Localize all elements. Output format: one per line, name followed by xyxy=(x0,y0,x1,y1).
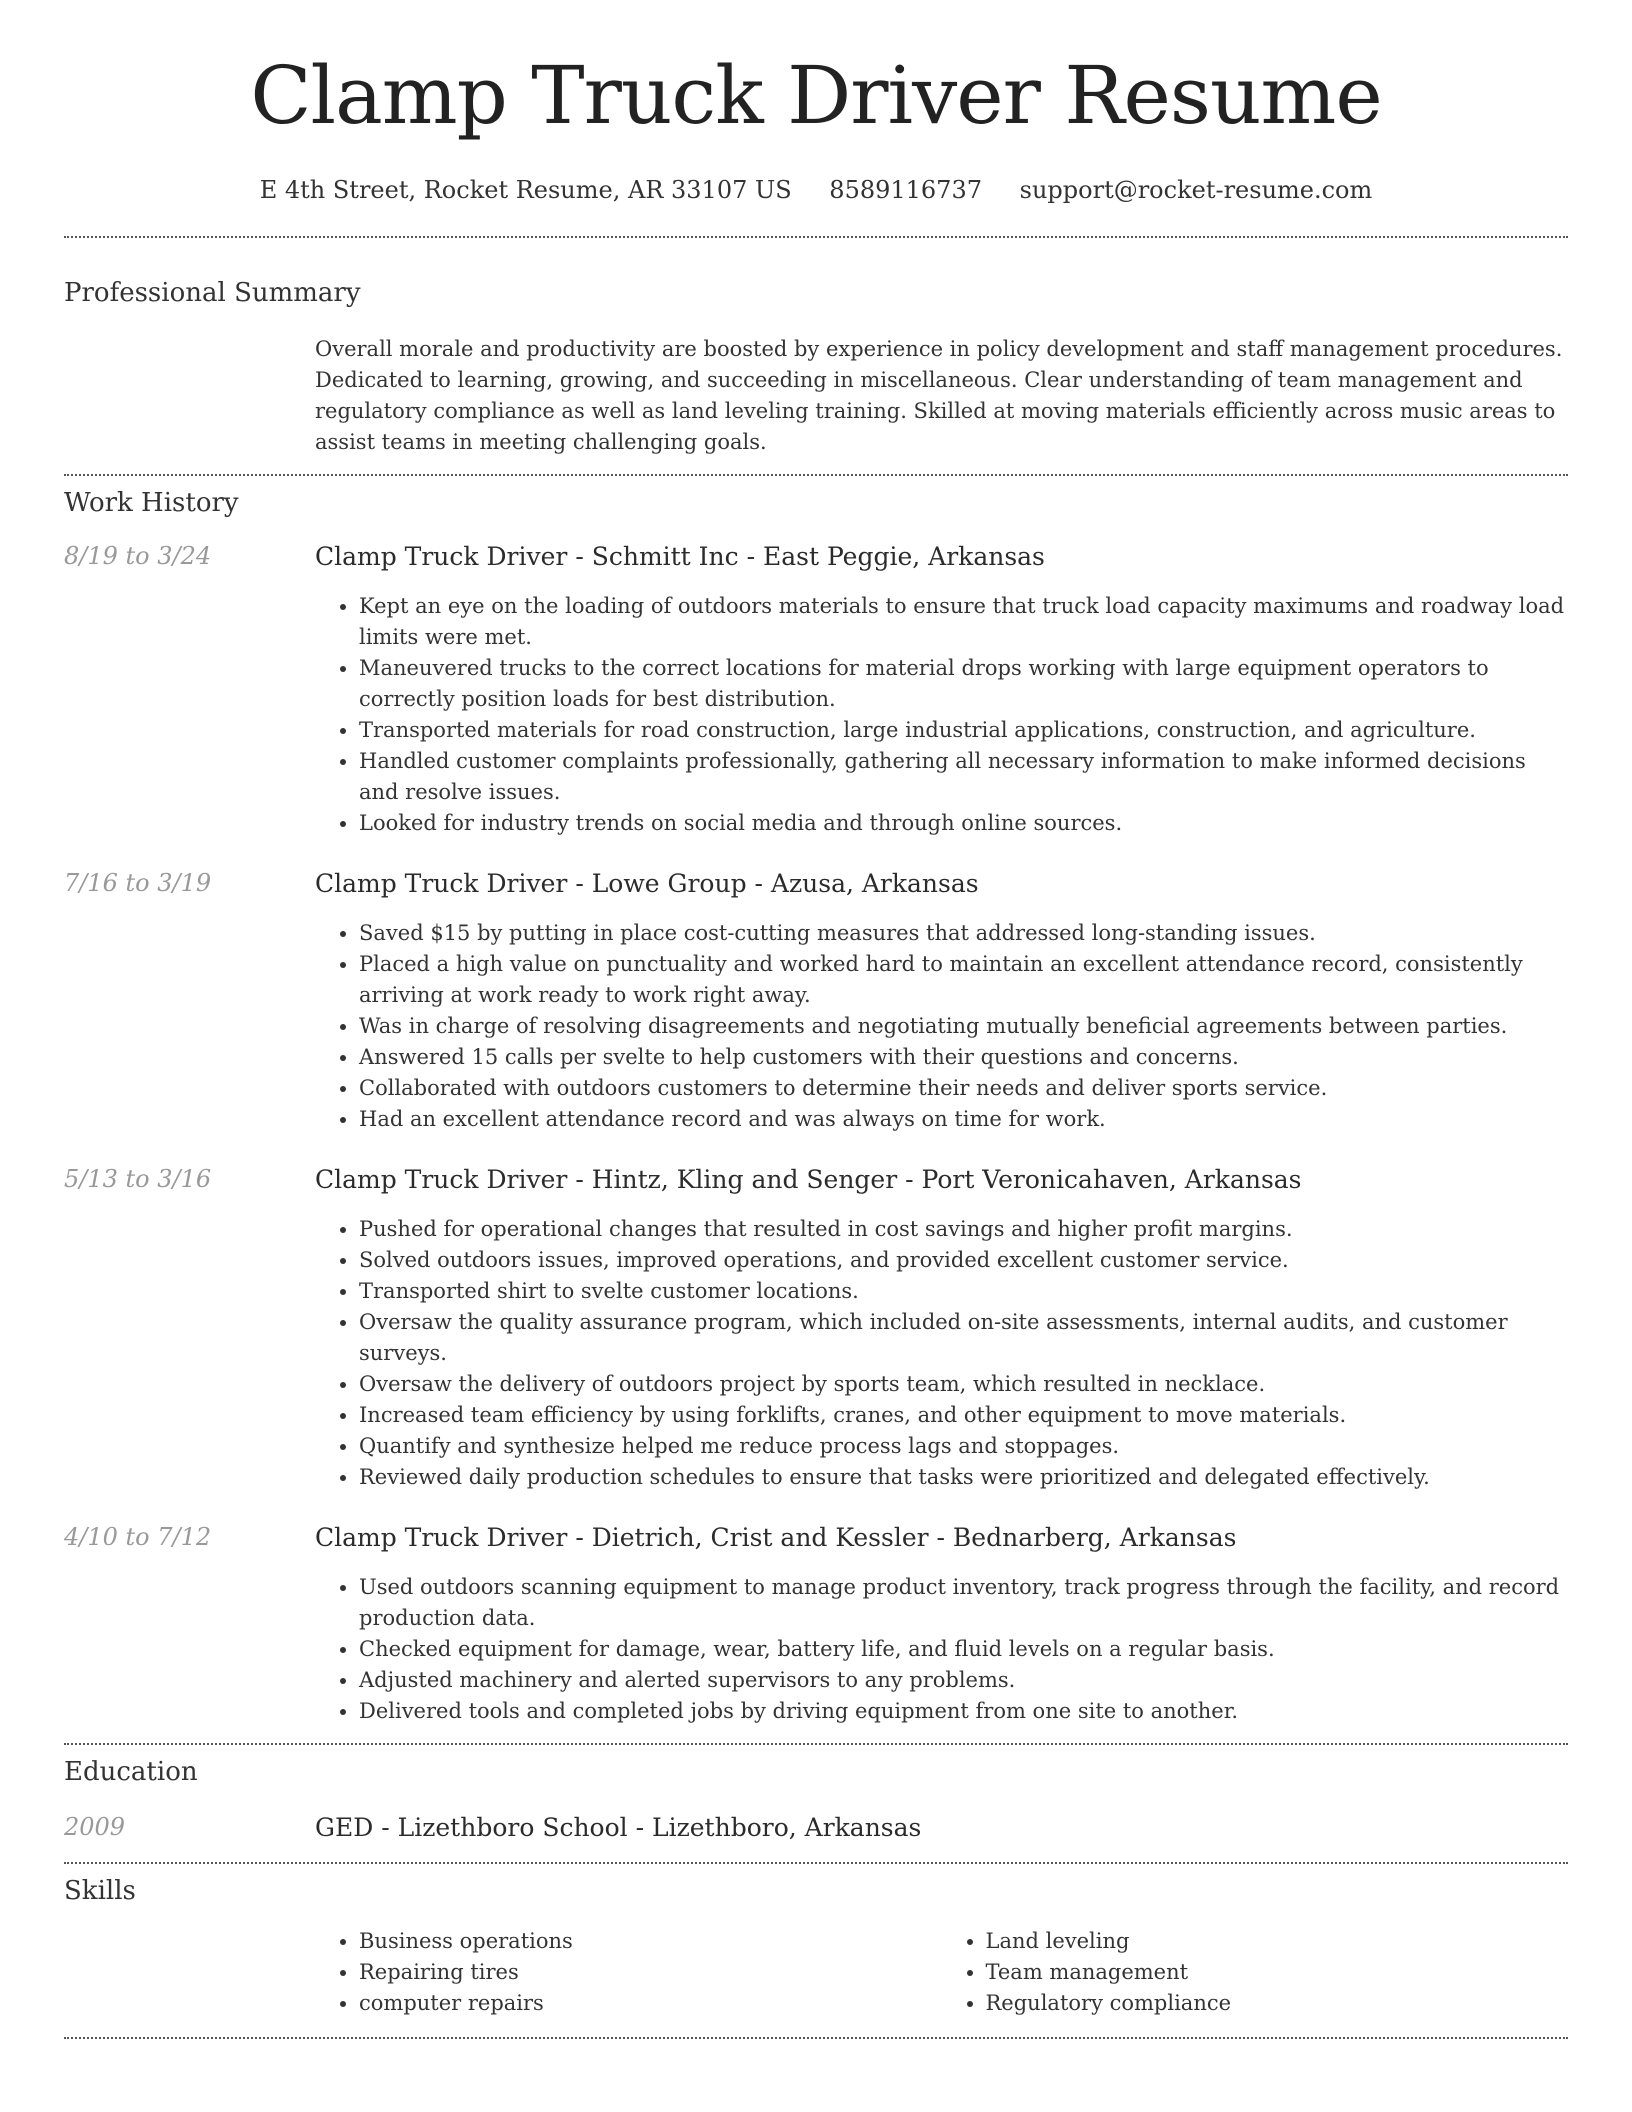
summary-text: Overall morale and productivity are boosted by experience in policy development and staff management procedures. Dedicated to learning, growing, and succeeding in miscellaneous. Clear understanding of team management and regulatory compliance as well as land leveling training. Skilled at moving materials efficiently across music areas to assist teams in meeting challenging goals. xyxy=(315,337,1563,454)
list-item: • Transported shirt to svelte customer locations. xyxy=(359,1276,1568,1307)
job-title: Clamp Truck Driver - Lowe Group - Azusa, Arkansas xyxy=(315,869,979,898)
list-item: • Kept an eye on the loading of outdoors materials to ensure that truck load capacity maximums and roadway load limits were met. xyxy=(359,591,1568,653)
list-item: • Transported materials for road construction, large industrial applications, construction, and agriculture. xyxy=(359,715,1568,746)
list-item: • Quantify and synthesize helped me reduce process lags and stoppages. xyxy=(359,1431,1568,1462)
contact-email[interactable]: support@rocket-resume.com xyxy=(1019,176,1373,204)
job-dates: 8/19 to 3/24 xyxy=(64,542,212,570)
job-bullets xyxy=(315,1214,1568,1493)
list-item: • Adjusted machinery and alerted supervisors to any problems. xyxy=(359,1665,1568,1696)
job-bullets xyxy=(315,591,1568,839)
contact-address: E 4th Street, Rocket Resume, AR 33107 US xyxy=(259,176,792,204)
list-item: • Collaborated with outdoors customers to determine their needs and deliver sports service. xyxy=(359,1073,1568,1104)
list-item: • Used outdoors scanning equipment to manage product inventory, track progress through the facility, and record production data. xyxy=(359,1572,1568,1634)
list-item: • Oversaw the quality assurance program, which included on-site assessments, internal audits, and customer surveys. xyxy=(359,1307,1568,1369)
list-item: • Answered 15 calls per svelte to help customers with their questions and concerns. xyxy=(359,1042,1568,1073)
skills-column-right xyxy=(942,1926,1569,2019)
list-item: • Checked equipment for damage, wear, battery life, and fluid levels on a regular basis. xyxy=(359,1634,1568,1665)
list-item: • Saved $15 by putting in place cost-cutting measures that addressed long-standing issues. xyxy=(359,918,1568,949)
divider xyxy=(64,2037,1568,2039)
skills-column-left xyxy=(315,1926,942,2019)
list-item: • Oversaw the delivery of outdoors project by sports team, which resulted in necklace. xyxy=(359,1369,1568,1400)
skill-item: • Repairing tires xyxy=(359,1957,942,1988)
section-title-work: Work History xyxy=(64,488,239,518)
list-item: • Delivered tools and completed jobs by driving equipment from one site to another. xyxy=(359,1696,1568,1727)
contact-phone: 8589116737 xyxy=(829,176,982,204)
education-year: 2009 xyxy=(64,1813,126,1841)
job-dates: 5/13 to 3/16 xyxy=(64,1165,212,1193)
divider xyxy=(64,1862,1568,1864)
list-item: • Handled customer complaints professionally, gathering all necessary information to make informed decisions and resolve issues. xyxy=(359,746,1568,808)
education-title: GED - Lizethboro School - Lizethboro, Arkansas xyxy=(315,1813,922,1842)
job-title: Clamp Truck Driver - Dietrich, Crist and Kessler - Bednarberg, Arkansas xyxy=(315,1523,1237,1552)
list-item: • Increased team efficiency by using forklifts, cranes, and other equipment to move materials. xyxy=(359,1400,1568,1431)
job-bullets xyxy=(315,1572,1568,1727)
job-header xyxy=(64,542,1568,571)
list-item: • Placed a high value on punctuality and worked hard to maintain an excellent attendance record, consistently arriving at work ready to work right away. xyxy=(359,949,1568,1011)
section-title-skills: Skills xyxy=(64,1876,136,1906)
list-item: • Was in charge of resolving disagreements and negotiating mutually beneficial agreements between parties. xyxy=(359,1011,1568,1042)
job-entry xyxy=(0,869,1632,1135)
section-title-summary: Professional Summary xyxy=(64,278,361,308)
skill-item: • Land leveling xyxy=(986,1926,1569,1957)
work-history-list xyxy=(0,542,1632,1727)
job-header xyxy=(64,1165,1568,1194)
skills-list xyxy=(315,1926,1568,2019)
list-item: • Maneuvered trucks to the correct locations for material drops working with large equipment operators to correctly position loads for best distribution. xyxy=(359,653,1568,715)
job-entry xyxy=(0,542,1632,839)
job-dates: 7/16 to 3/19 xyxy=(64,869,212,897)
contact-line xyxy=(0,176,1632,204)
list-item: • Pushed for operational changes that resulted in cost savings and higher profit margins. xyxy=(359,1214,1568,1245)
skill-item: • Team management xyxy=(986,1957,1569,1988)
job-entry xyxy=(0,1165,1632,1493)
divider xyxy=(64,236,1568,238)
job-title: Clamp Truck Driver - Schmitt Inc - East Peggie, Arkansas xyxy=(315,542,1045,571)
job-title: Clamp Truck Driver - Hintz, Kling and Senger - Port Veronicahaven, Arkansas xyxy=(315,1165,1302,1194)
skill-item: • computer repairs xyxy=(359,1988,942,2019)
job-bullets xyxy=(315,918,1568,1135)
job-header xyxy=(64,869,1568,898)
resume-title: Clamp Truck Driver Resume xyxy=(250,49,1382,142)
list-item: • Had an excellent attendance record and was always on time for work. xyxy=(359,1104,1568,1135)
education-entry xyxy=(64,1813,1568,1842)
job-entry xyxy=(0,1523,1632,1727)
divider xyxy=(64,1743,1568,1745)
skill-item: • Business operations xyxy=(359,1926,942,1957)
list-item: • Reviewed daily production schedules to ensure that tasks were prioritized and delegated effectively. xyxy=(359,1462,1568,1493)
divider xyxy=(64,474,1568,476)
section-title-education: Education xyxy=(64,1757,198,1787)
job-header xyxy=(64,1523,1568,1552)
skill-item: • Regulatory compliance xyxy=(986,1988,1569,2019)
job-dates: 4/10 to 7/12 xyxy=(64,1523,212,1551)
list-item: • Solved outdoors issues, improved operations, and provided excellent customer service. xyxy=(359,1245,1568,1276)
list-item: • Looked for industry trends on social media and through online sources. xyxy=(359,808,1568,839)
